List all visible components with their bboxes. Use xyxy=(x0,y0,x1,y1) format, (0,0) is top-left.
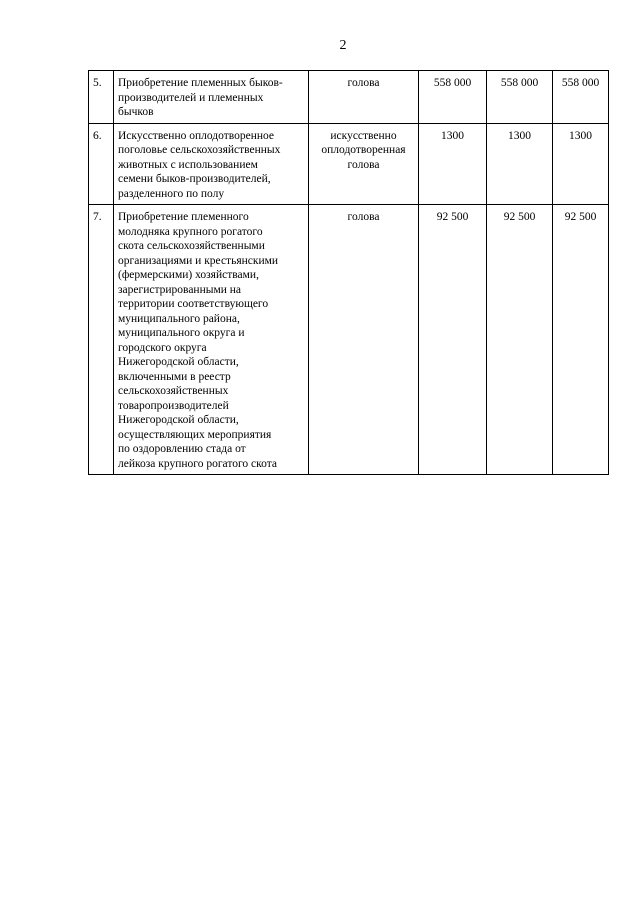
row-unit-text: голова xyxy=(347,211,380,223)
row-unit xyxy=(309,71,419,124)
row-value-1: 92 500 xyxy=(419,205,487,475)
row-unit-text: искусственно оплодотворенная голова xyxy=(321,129,406,171)
row-number: 6. xyxy=(89,123,114,205)
row-unit-text: голова xyxy=(347,77,380,89)
table-row xyxy=(89,205,609,475)
row-value-2: 558 000 xyxy=(487,71,553,124)
row-description-text: Искусственно оплодотворенное поголовье сельскохозяйственных животных с использованием семени быков-производителей, разделенного по полу xyxy=(118,129,281,200)
row-description xyxy=(114,205,309,475)
row-value-2: 92 500 xyxy=(487,205,553,475)
page-number: 2 xyxy=(339,38,347,53)
data-table xyxy=(88,70,609,475)
row-value-3: 1300 xyxy=(553,123,609,205)
row-value-2: 1300 xyxy=(487,123,553,205)
row-description xyxy=(114,123,309,205)
row-value-3: 558 000 xyxy=(553,71,609,124)
row-description-text: Приобретение племенных быков- производителей и племенных бычков xyxy=(118,77,283,118)
row-value-1: 558 000 xyxy=(419,71,487,124)
row-number: 7. xyxy=(89,205,114,475)
table-row xyxy=(89,123,609,205)
row-description-text: Приобретение племенного молодняка крупного рогатого скота сельскохозяйственными организациями и крестьянскими (фермерскими) хозяйствами, зарегистрированными на территории соответствующего муниципального района, муниципального округа и городского округа Нижегородской области, включенными в реестр сельскохозяйственных товаропроизводителей Нижегородской области, осуществляющих мероприятия по оздоровлению стада от лейкоза крупного рогатого скота xyxy=(118,211,279,470)
row-value-3: 92 500 xyxy=(553,205,609,475)
row-unit xyxy=(309,205,419,475)
table-row xyxy=(89,71,609,124)
row-unit xyxy=(309,123,419,205)
row-number: 5. xyxy=(89,71,114,124)
row-description xyxy=(114,71,309,124)
row-value-1: 1300 xyxy=(419,123,487,205)
